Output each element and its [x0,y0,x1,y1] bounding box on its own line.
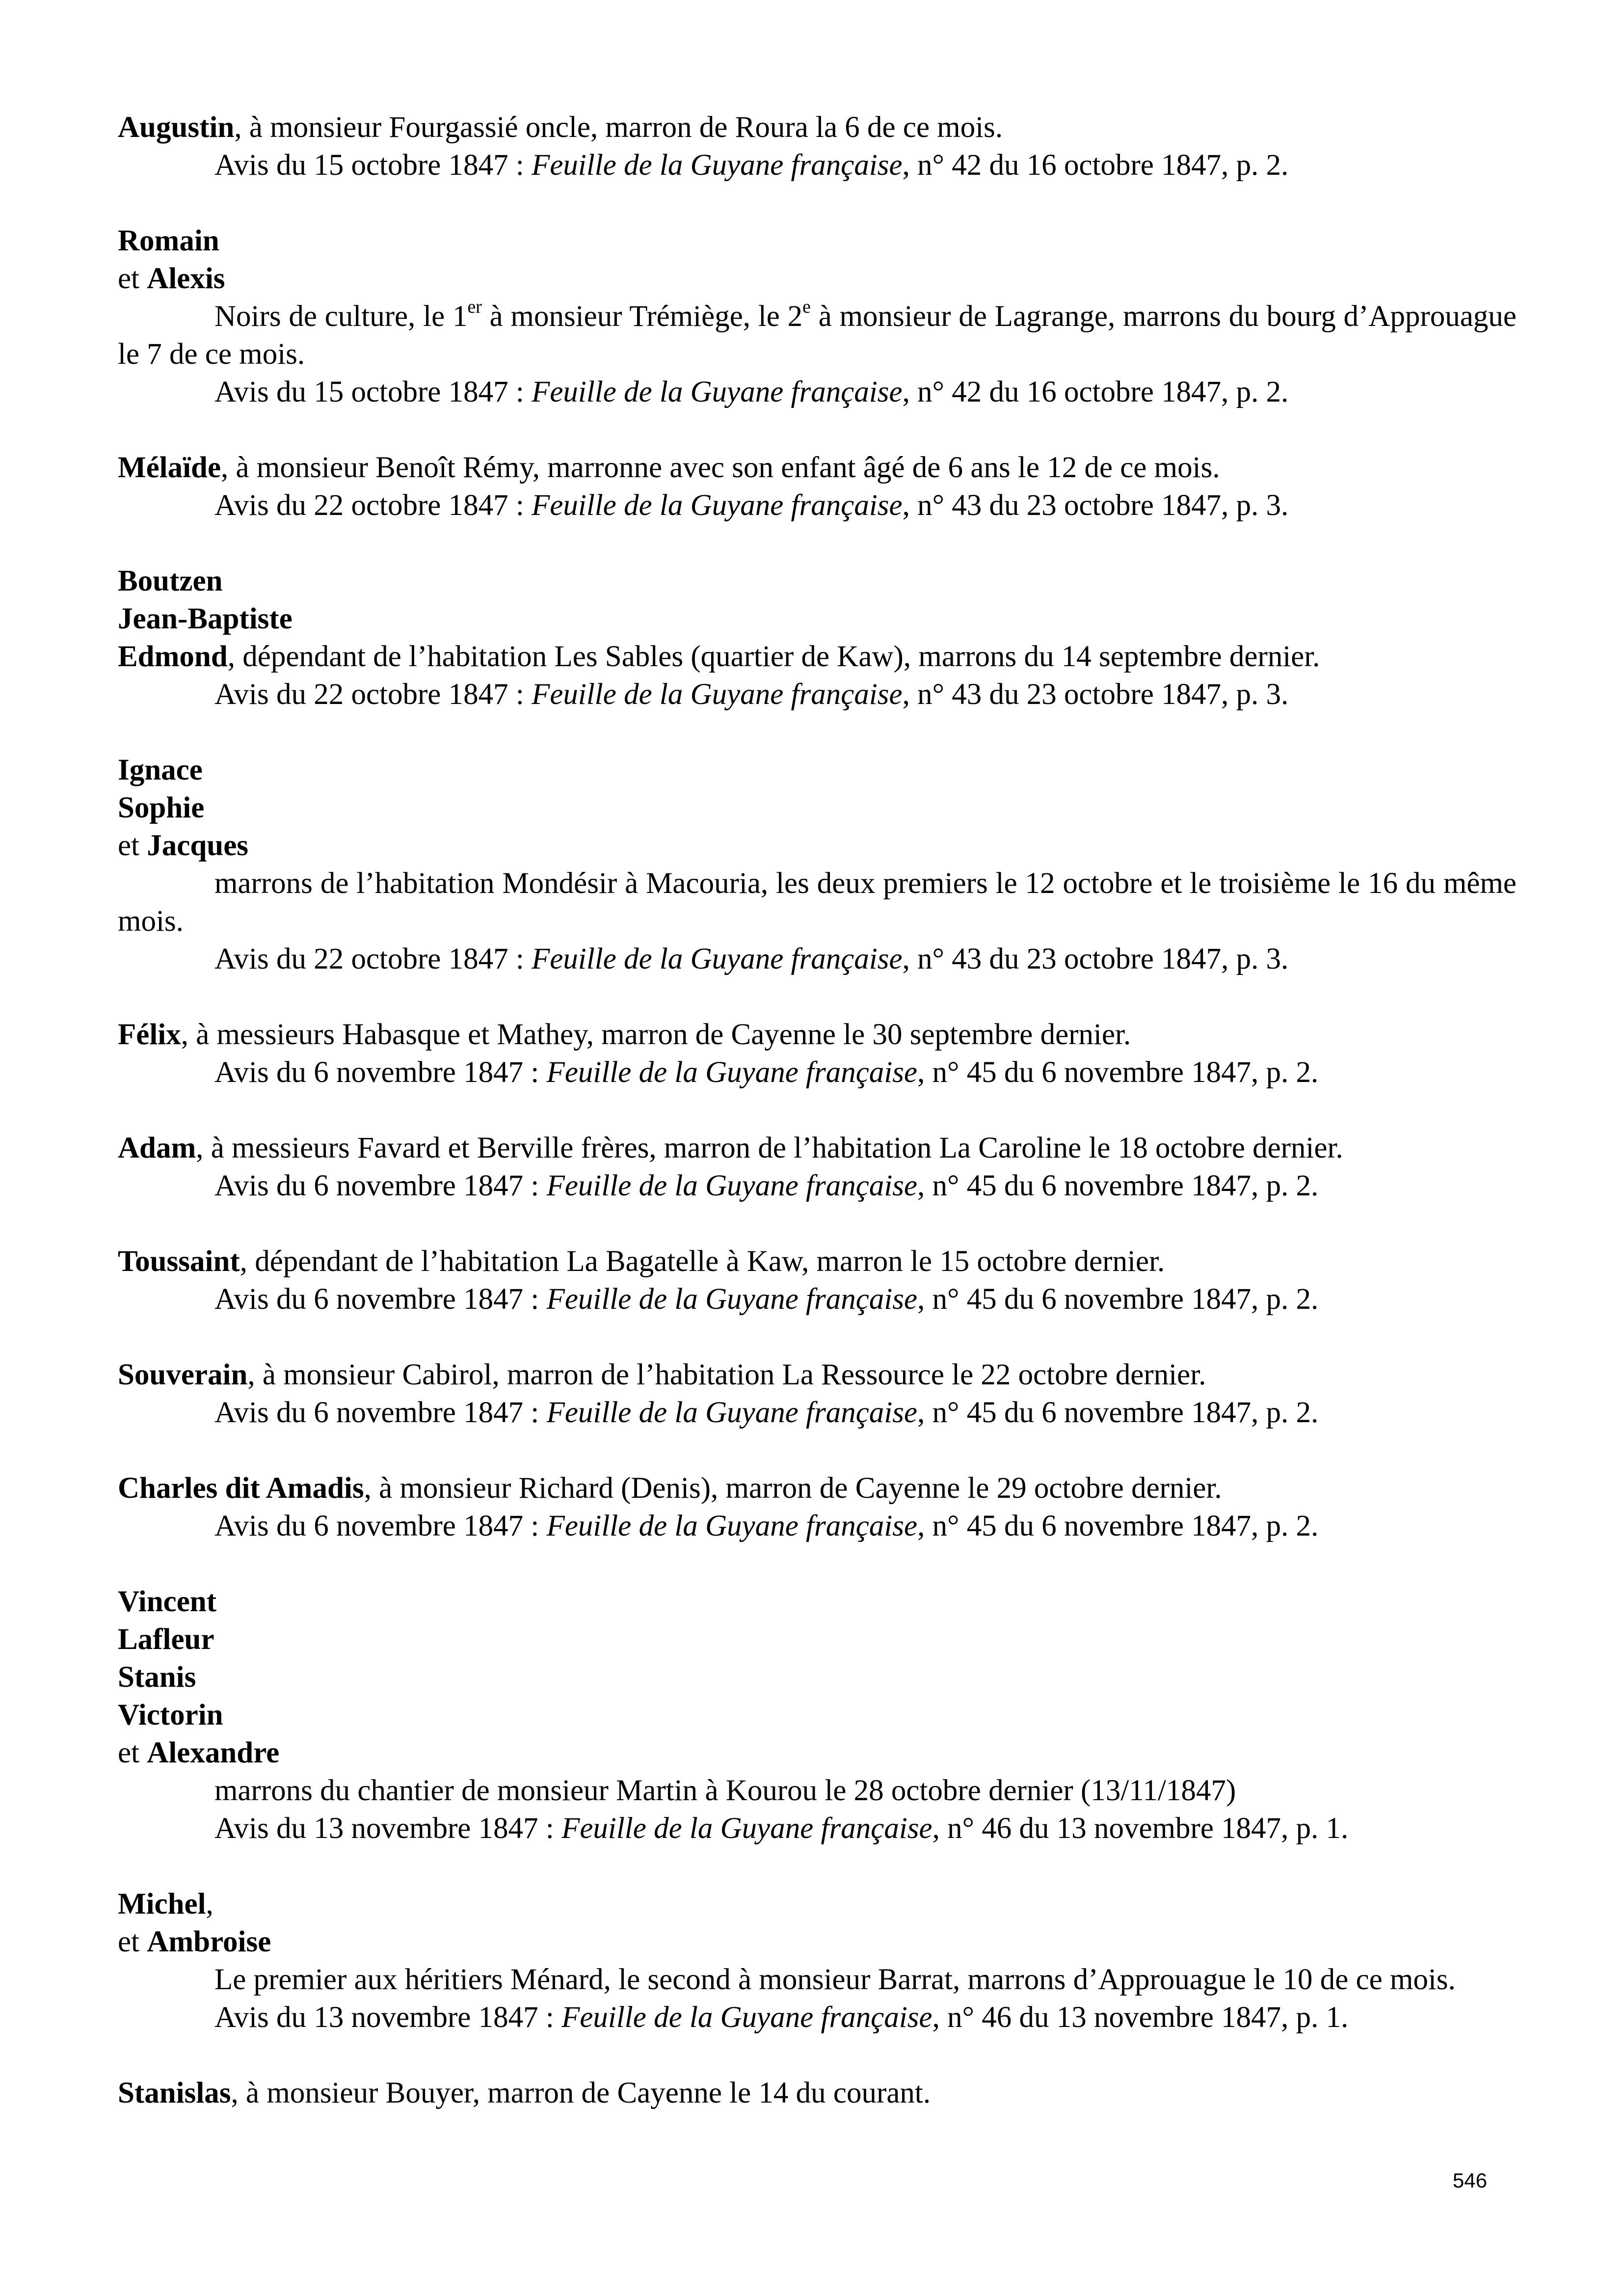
journal-title: Feuille de la Guyane française [532,376,903,408]
citation-reference: , n° 42 du 16 octobre 1847, p. 2. [902,376,1289,408]
name-description: , à monsieur Richard (Denis), marron de Cayenne le 29 octobre dernier. [364,1472,1222,1505]
description-paragraph [118,864,1517,940]
citation-date: Avis du 6 novembre 1847 : [214,1283,547,1316]
slave-name: Toussaint [118,1245,240,1278]
name-line [118,638,1517,675]
description-paragraph [118,1772,1517,1810]
journal-title: Feuille de la Guyane française [546,1056,918,1089]
notice-entry [118,1356,1517,1432]
citation-reference: , n° 43 du 23 octobre 1847, p. 3. [902,678,1289,711]
slave-name: Mélaïde [118,451,221,484]
citation-date: Avis du 13 novembre 1847 : [214,2001,562,2034]
name-line [118,1885,1517,1923]
description-text: marrons de l’habitation Mondésir à Macouria, les deux premiers le 12 octobre et le troisième le 16 du même mois. [118,867,1517,938]
citation-reference: , n° 45 du 6 novembre 1847, p. 2. [917,1396,1319,1429]
journal-title: Feuille de la Guyane française [532,149,903,182]
slave-name: Alexandre [147,1736,280,1769]
description-text: à monsieur de Lagrange, marrons du bourg d’Approuague le 7 de ce mois. [118,300,1517,371]
citation-date: Avis du 6 novembre 1847 : [214,1056,547,1089]
notice-entry [118,1129,1517,1205]
slave-name: Jacques [147,829,249,862]
notice-entry [118,1243,1517,1318]
slave-name: Félix [118,1018,181,1051]
citation-reference: , n° 42 du 16 octobre 1847, p. 2. [902,149,1289,182]
name-line [118,562,1517,600]
citation-date: Avis du 15 octobre 1847 : [214,376,532,408]
slave-name: Alexis [147,262,225,295]
notice-entry [118,751,1517,978]
citation-date: Avis du 6 novembre 1847 : [214,1510,547,1542]
name-description: , dépendant de l’habitation Les Sables (quartier de Kaw), marrons du 14 septembre dernier. [227,640,1320,673]
citation-date: Avis du 6 novembre 1847 : [214,1169,547,1202]
slave-name: Stanislas [118,2077,231,2109]
name-line [118,1621,1517,1658]
source-citation [118,1810,1517,1847]
slave-name: Charles dit Amadis [118,1472,364,1505]
slave-name: Romain [118,224,219,257]
source-citation [118,486,1517,524]
name-description: , à monsieur Benoît Rémy, marronne avec son enfant âgé de 6 ans le 12 de ce mois. [221,451,1220,484]
journal-title: Feuille de la Guyane française [561,1812,932,1845]
notice-entry [118,1885,1517,2036]
slave-name: Victorin [118,1699,223,1731]
notice-entry [118,1016,1517,1091]
journal-title: Feuille de la Guyane française [546,1283,918,1316]
name-line [118,600,1517,638]
slave-name: Boutzen [118,565,223,597]
name-prefix: et [118,829,147,862]
name-line [118,789,1517,827]
ordinal-superscript: e [802,297,811,317]
citation-date: Avis du 15 octobre 1847 : [214,149,532,182]
slave-name: Michel [118,1888,206,1920]
name-description: , à messieurs Habasque et Mathey, marron de Cayenne le 30 septembre dernier. [181,1018,1131,1051]
citation-date: Avis du 22 octobre 1847 : [214,489,532,522]
name-line [118,449,1517,486]
source-citation [118,675,1517,713]
notice-entry [118,2074,1517,2112]
slave-name: Edmond [118,640,228,673]
description-text: Le premier aux héritiers Ménard, le second à monsieur Barrat, marrons d’Approuague le 10 de ce mois. [214,1963,1456,1996]
slave-name: Ambroise [147,1925,271,1958]
description-paragraph [118,1961,1517,1999]
citation-reference: , n° 46 du 13 novembre 1847, p. 1. [932,1812,1349,1845]
citation-reference: , n° 45 du 6 novembre 1847, p. 2. [917,1169,1319,1202]
notice-entry [118,449,1517,524]
slave-name: Augustin [118,111,235,144]
citation-date: Avis du 13 novembre 1847 : [214,1812,562,1845]
description-text: à monsieur Trémiège, le 2 [481,300,803,333]
name-line [118,222,1517,260]
document-body [118,108,1517,2150]
name-line [118,1923,1517,1961]
citation-date: Avis du 22 octobre 1847 : [214,943,532,975]
slave-name: Adam [118,1132,196,1164]
name-line [118,1243,1517,1280]
name-line [118,1696,1517,1734]
citation-reference: , n° 45 du 6 novembre 1847, p. 2. [917,1510,1319,1542]
source-citation [118,1507,1517,1545]
description-text: marrons du chantier de monsieur Martin à Kourou le 28 octobre dernier (13/11/1847) [214,1774,1236,1807]
journal-title: Feuille de la Guyane française [546,1396,918,1429]
source-citation [118,1394,1517,1432]
citation-date: Avis du 6 novembre 1847 : [214,1396,547,1429]
name-description: , à monsieur Cabirol, marron de l’habitation La Ressource le 22 octobre dernier. [247,1358,1206,1391]
name-line [118,827,1517,864]
name-description: , [206,1888,213,1920]
notice-entry [118,562,1517,713]
journal-title: Feuille de la Guyane française [546,1169,918,1202]
notice-entry [118,1469,1517,1545]
notice-entry [118,222,1517,411]
source-citation [118,1167,1517,1205]
slave-name: Stanis [118,1661,196,1694]
journal-title: Feuille de la Guyane française [532,678,903,711]
slave-name: Jean-Baptiste [118,602,293,635]
notice-entry [118,1583,1517,1847]
source-citation [118,1999,1517,2036]
slave-name: Vincent [118,1585,217,1618]
slave-name: Lafleur [118,1623,214,1656]
journal-title: Feuille de la Guyane française [532,943,903,975]
citation-reference: , n° 43 du 23 octobre 1847, p. 3. [902,943,1289,975]
name-line [118,1016,1517,1053]
source-citation [118,373,1517,411]
page-number: 546 [1453,2169,1488,2192]
slave-name: Souverain [118,1358,248,1391]
name-line [118,1583,1517,1621]
name-line [118,1734,1517,1772]
description-text: Noirs de culture, le 1 [214,300,468,333]
notice-entry [118,108,1517,184]
name-line [118,1356,1517,1394]
source-citation [118,940,1517,978]
name-description: , dépendant de l’habitation La Bagatelle à Kaw, marron le 15 octobre dernier. [239,1245,1165,1278]
citation-reference: , n° 46 du 13 novembre 1847, p. 1. [932,2001,1349,2034]
name-line [118,1129,1517,1167]
journal-title: Feuille de la Guyane française [561,2001,932,2034]
slave-name: Ignace [118,754,203,786]
source-citation [118,1280,1517,1318]
name-line [118,2074,1517,2112]
ordinal-superscript: er [467,297,482,317]
name-description: , à monsieur Bouyer, marron de Cayenne le 14 du courant. [231,2077,931,2109]
citation-date: Avis du 22 octobre 1847 : [214,678,532,711]
name-line [118,1658,1517,1696]
source-citation [118,146,1517,184]
journal-title: Feuille de la Guyane française [532,489,903,522]
slave-name: Sophie [118,791,205,824]
name-line [118,1469,1517,1507]
description-paragraph [118,297,1517,373]
name-line [118,260,1517,297]
name-line [118,751,1517,789]
citation-reference: , n° 45 du 6 novembre 1847, p. 2. [917,1283,1319,1316]
source-citation [118,1053,1517,1091]
journal-title: Feuille de la Guyane française [546,1510,918,1542]
name-description: , à monsieur Fourgassié oncle, marron de Roura la 6 de ce mois. [234,111,1003,144]
citation-reference: , n° 45 du 6 novembre 1847, p. 2. [917,1056,1319,1089]
name-prefix: et [118,262,147,295]
name-prefix: et [118,1925,147,1958]
name-prefix: et [118,1736,147,1769]
citation-reference: , n° 43 du 23 octobre 1847, p. 3. [902,489,1289,522]
name-description: , à messieurs Favard et Berville frères, marron de l’habitation La Caroline le 18 octobre dernier. [196,1132,1343,1164]
name-line [118,108,1517,146]
